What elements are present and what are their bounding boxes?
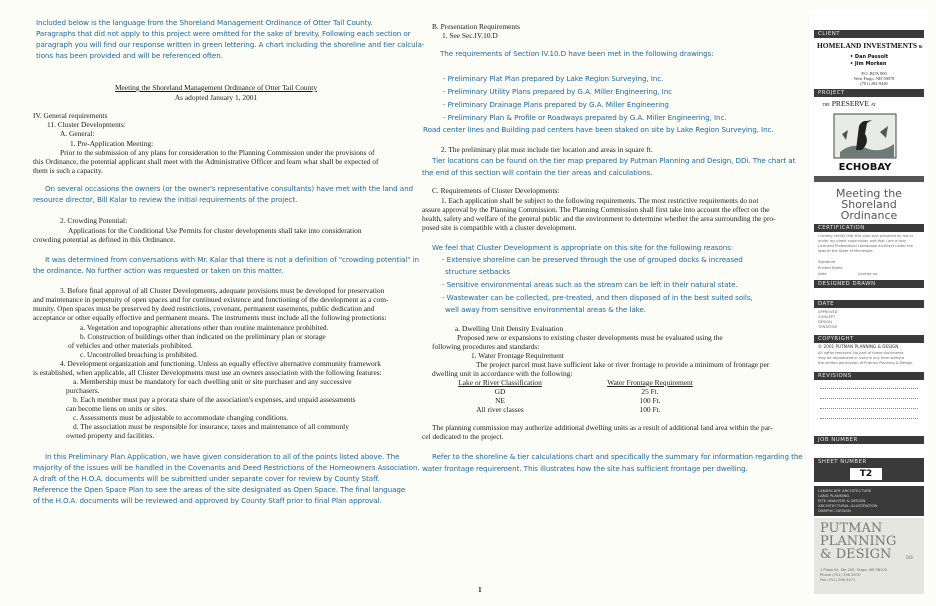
body-line: and maintenance in perpetuity of open spaces and for continued existence and functioning of the development as a com- [33,295,389,304]
printed-name-label: Printed Name [818,266,843,270]
list-item: b. Each member must pay a prorata share of the association's expenses, and unpaid assessments [73,395,356,404]
list-item: a. Membership must be mandatory for each dwelling unit or site purchaser and any successive [73,377,352,386]
response-line: well away from sensitive environmental areas & the lake. [445,305,646,314]
table-cell: 25 Ft. [641,387,659,396]
subsection-heading: 11. Cluster Developments: [47,120,126,129]
subsection-heading: A. General: [60,129,95,138]
firm-name: PLANNING [820,534,897,549]
body-line: them is such a capacity. [33,166,103,175]
revision-line [820,388,918,389]
response-line: Refer to the shoreline & tier calculations chart and specifically the summary for information regarding the [432,452,803,461]
title-block [810,10,928,598]
firm-service: LANDSCAPE ARCHITECTURE [818,488,872,493]
response-line: of the H.O.A. documents will be reviewed and approved by County Staff prior to final Plan approval. [33,496,382,505]
body-line: assure approval by the Planning Commission. The Planning Commission shall first take into account the effect on the [422,205,770,214]
client-address: P.O. BOX 800 [861,71,887,76]
list-item: can become liens on units or sites. [66,404,168,413]
list-item: a. Vegetation and topographic alterations other than routine maintenance prohibited. [80,323,329,332]
certification-text: laws of the State of Minnesota [818,249,873,253]
section-heading: B. Presentation Requirements [432,22,521,31]
section-heading: C. Requirements of Cluster Developments: [432,186,560,195]
firm-service: SITE ANALYSIS & DESIGN [818,498,866,503]
body-line: Prior to the submission of any plans for consideration to the Planning Commission under the provisions of [60,148,375,157]
certification-text: under my direct supervision and that I am a duly [818,239,907,243]
divider-bar [814,176,924,182]
list-item: owned property and facilities. [66,431,155,440]
list-item: b. Construction of buildings other than indicated on the preliminary plan or storage [80,332,326,341]
table-cell: GD [494,387,506,396]
drawing-item: - Preliminary Plat Plan prepared by Lake Region Surveying, Inc. [443,74,664,83]
sheet-number: T2 [850,468,882,480]
body-line: Applications for the Conditional Use Permits for cluster developments shall take into consideration [68,226,362,235]
subsection-heading: 1. Pre-Application Meeting: [70,139,154,148]
response-line: - Sensitive environmental areas such as the stream can be left in their natural state. [442,280,738,289]
date-word: Date [818,272,827,276]
date-row: TENTATIVE [818,325,838,329]
intro-line: paragraph you will find our response written in green lettering. A chart including the shoreline and tier calcula- [36,40,425,49]
response-line: In this Preliminary Plan Application, we have given consideration to all of the points listed above. The [45,452,400,461]
sheet-number-label: SHEET NUMBER [814,458,924,466]
response-line: It was determined from conversations with Mr. Kalar that there is not a definition of "crowding potential" in [45,255,419,264]
client-label: CLIENT [814,30,924,38]
certification-text: Licensed Professional Landscape Architect under the [818,244,913,248]
list-item: of vehicles and other materials prohibited. [68,341,193,350]
response-line: - Wastewater can be collected, pre-treated, and then disposed of in the best suited soils, [442,293,753,302]
client-person: • Dan Passolt [850,54,889,60]
client-address: (701) 282-9440 [860,81,888,86]
table-header: Lake or River Classification [458,378,542,387]
response-line: Reference the Open Space Plan to see the areas of the site designated as Open Space. The final language [33,485,406,494]
copyright-small: the written permission of Putman Planning & Design. [818,361,914,365]
body-line: dwelling unit in accordance with the following: [432,369,573,378]
revision-line [820,408,918,409]
body-line: 3. Before final approval of all Cluster Developments, adequate provisions must be developed for preservation [60,286,385,295]
date-label: DATE [814,300,924,308]
section-heading: IV. General requirements [33,111,108,120]
response-line: - Extensive shoreline can be preserved through the use of grouped docks & increased [442,255,743,264]
body-line: The planning commission may authorize additional dwelling units as a result of additional land area within the par- [432,423,773,432]
client-name: HOMELAND INVESTMENTS llc [817,41,923,50]
firm-suffix: DDi [906,555,914,560]
firm-logo [814,518,924,594]
body-line: 2. The preliminary plat must include tier location and areas in square ft. [441,145,653,154]
body-line: following procedures and standards: [432,342,540,351]
sheet-title: Meeting the [836,187,902,200]
body-line: 4. Development organization and functioning. Unless an equally effective alternative community framework [60,359,381,368]
body-line: is established, when applicable, all Cluster Developments must use an owners association with the following features: [33,368,382,377]
subsection-heading: a. Dwelling Unit Density Evaluation [455,324,564,333]
table-header: Water Frontage Requirement [607,378,693,387]
sheet-title: Ordinance [840,209,898,222]
logo-wordmark: ECHOBAY [838,162,892,173]
body-line: crowding potential as defined in this Ordinance. [33,235,176,244]
drawing-item: - Preliminary Plan & Profile or Roadways prepared by G.A. Miller Engineering, Inc. [443,113,727,122]
subsection-heading: 2. Crowding Potential: [60,216,128,225]
response-line: the end of this section will contain the tier areas and calculations. [422,168,653,177]
subsection-heading: 1. See Sec.IV.10.D [442,31,498,40]
certification-text: I hereby certify that this plan was prepared by me or [818,234,914,238]
body-line: acceptance or other equally effective and permanent means. The instruments must include all the following protections: [33,313,387,322]
ordinance-title: Meeting the Shoreland Management Ordinance of Otter Tail County [114,83,318,92]
firm-name: & DESIGN [820,547,892,562]
firm-address: 1 Plaza Dr, Ste 205, Fargo, ND 58103 [820,568,887,572]
revision-line [820,398,918,399]
response-line: A draft of the H.O.A. documents will be submitted under separate cover for review by County Staff. [33,474,380,483]
copyright-small: may be reproduced or used in any form without [818,356,905,360]
firm-services-box [814,486,924,516]
revisions-label: REVISIONS [814,372,924,380]
firm-service: ARCHITECTURAL ILLUSTRATION [818,503,878,508]
intro-line: tions has been provided and will be referenced often. [36,51,223,60]
table-cell: NE [495,396,505,405]
table-cell: 100 Ft. [639,405,661,414]
drawing-item: - Preliminary Utility Plans prepared by G.A. Miller Engineering, Inc [443,87,673,96]
table-cell: All river classes [476,405,524,414]
sheet-title: Shoreland [841,198,897,211]
copyright-small: All rights reserved. No part of these documents [818,351,904,355]
certification-label: CERTIFICATION [814,224,924,232]
response-line: On several occasions the owners (or the owner's representative consultants) have met with the land and [45,184,414,193]
client-person: • Jim Morken [850,61,887,67]
response-line: We feel that Cluster Development is appropriate on this site for the following reasons: [432,243,734,252]
signature-label: Signature [818,260,836,264]
body-line: munity. Open spaces must be preserved by deed restrictions, covenant, permanent easements, public dedication and [33,304,375,313]
body-line: The project parcel must have sufficient lake or river frontage to provide a minimum of frontage per [476,360,770,369]
response-line: structure setbacks [445,267,510,276]
firm-service: LAND PLANNING [818,493,850,498]
copyright-label: COPYRIGHT [814,335,924,343]
copyright-text: © 2001 PUTMAN PLANNING & DESIGN [818,344,899,349]
ordinance-subtitle: As adopted January 1, 2001 [174,93,258,102]
designed-drawn-label: DESIGNED DRAWN [814,280,924,288]
date-row: DESIGN [818,320,832,324]
heron-logo [832,112,898,174]
body-line: this Ordinance, the potential applicant shall meet with the Administrative Officer and learn what shall be expected of [33,157,379,166]
body-line: cel dedicated to the project. [422,432,504,441]
job-number-label: JOB NUMBER [814,436,924,444]
response-line: majority of the issues will be handled in the Covenants and Deed Restrictions of the Homeowners Association. [33,463,420,472]
firm-address: Phone (701) 298-3070 [820,573,861,577]
drawing-item: - Preliminary Drainage Plans prepared by G.A. Miller Engineering [443,100,669,109]
firm-address: Fax (701) 298-3071 [820,578,856,582]
date-row: APPROVED [818,310,838,314]
table-cell: 100 Ft. [639,396,661,405]
response-line: water frontage requirement. This illustrates how the site has sufficient frontage per dwelling. [422,464,748,473]
response-line: The requirements of Section IV.10.D have been met in the following drawings: [440,49,714,58]
firm-name: PUTMAN [820,521,883,536]
revision-line [820,418,918,419]
list-item: c. Uncontrolled breaching is prohibited. [80,350,198,359]
license-label: License no. [858,272,879,276]
subsection-heading: 1. Water Frontage Requirement [471,351,564,360]
intro-line: Paragraphs that did not apply to this project were omitted for the sake of brevity. Following each section or [36,29,411,38]
intro-line: Included below is the language from the Shoreland Management Ordinance of Otter Tail County. [36,18,373,27]
firm-service: GRAPHIC DESIGN [818,508,851,513]
body-line: health, safety and welfare of the general public and the environment to determine whether the area surrounding the pro- [422,214,776,223]
response-line: resource director, Bill Kalar to review the initial requirements of the project. [33,195,298,204]
list-item: d. The association must be responsible for insurance, taxes and maintenance of all commonly [73,422,349,431]
response-line: Tier locations can be found on the tier map prepared by Putman Planning and Design, DDi. The chart at [432,156,796,165]
body-line: 1. Each application shall be subject to the following requirements. The most restrictive requirements do not [441,196,759,205]
date-row: CONCEPT [818,315,836,319]
page-number: 1 [478,585,482,594]
body-line: Proposed new or expansions to existing cluster developments must be evaluated using the [457,333,723,342]
project-name: THE PRESERVE AT [822,99,876,108]
sheet-number-box [814,466,924,482]
response-line: Road center lines and Building pad centers have been staked on site by Lake Region Surveying, Inc. [423,125,774,134]
list-item: c. Assessments must be adjustable to accommodate changing conditions. [73,413,289,422]
project-label: PROJECT [814,89,924,97]
response-line: the ordinance. No further action was requested or taken on this matter. [33,266,284,275]
client-address: West Fargo, ND 58078 [853,76,895,81]
list-item: purchasers. [66,386,100,395]
body-line: posed site is compatible with a cluster development. [422,223,577,232]
